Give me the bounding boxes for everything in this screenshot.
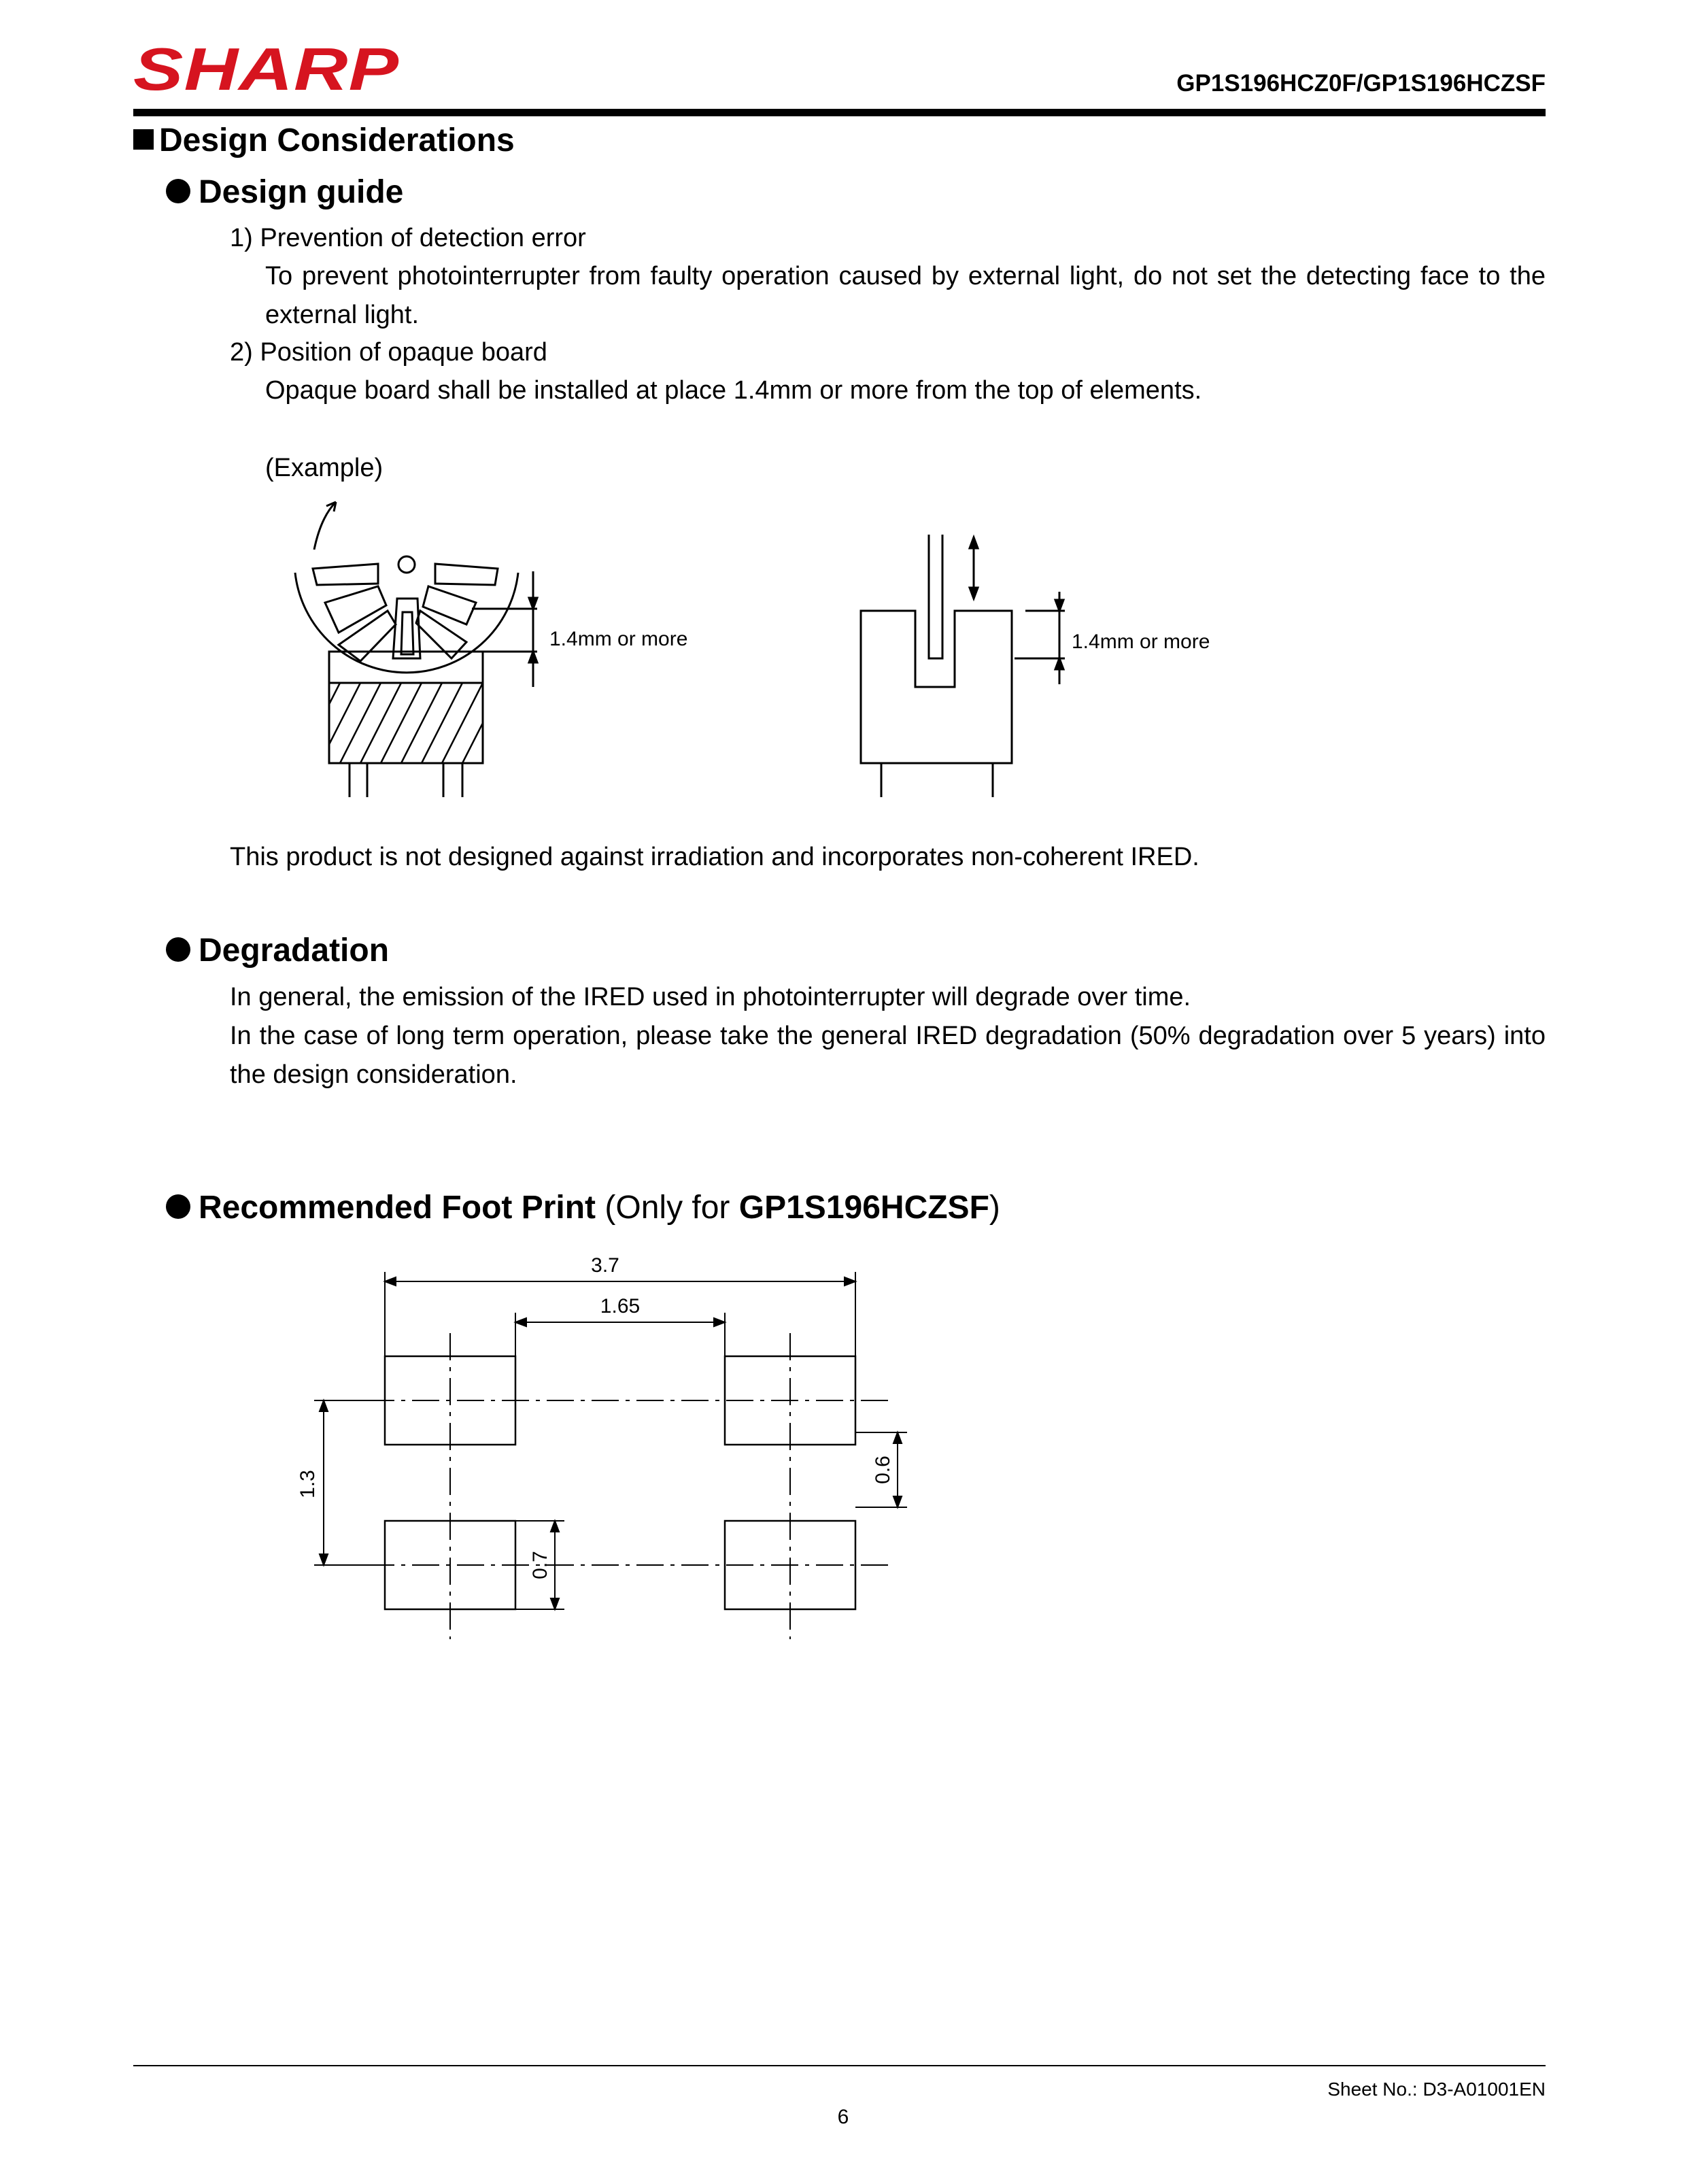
footprint-title-text: Recommended Foot Print	[199, 1190, 596, 1226]
dim-1-3: 1.3	[296, 1470, 319, 1498]
round-bullet-icon	[166, 1194, 190, 1219]
dim-1-65: 1.65	[600, 1295, 641, 1317]
part-number-header: GP1S196HCZ0F/GP1S196HCZSF	[1176, 70, 1546, 97]
dim-3-7: 3.7	[591, 1254, 619, 1277]
item1-title: 1) Prevention of detection error	[230, 224, 586, 252]
footprint-dimensions	[314, 1272, 907, 1609]
right-figure-element	[861, 535, 1065, 797]
section-title-text: Design Considerations	[159, 122, 515, 158]
footer-rule	[133, 2065, 1546, 2066]
footprint-pads	[385, 1356, 855, 1609]
page-number: 6	[837, 2106, 849, 2128]
footprint-title-suffix-pre: (Only for	[596, 1190, 739, 1226]
irradiation-note: This product is not designed against irradiation and incorporates non-coherent IRED.	[230, 843, 1199, 871]
sheet-number: Sheet No.: D3-A01001EN	[1327, 2079, 1546, 2100]
footprint-title-suffix-post: )	[989, 1190, 1000, 1226]
footprint-title	[166, 1192, 1000, 1224]
footprint-centerlines	[367, 1333, 891, 1639]
item1-text: To prevent photointerrupter from faulty operation caused by external light, do not set the detecting face to the external light.	[265, 262, 1546, 329]
degradation-line2: In the case of long term operation, please take the general IRED degradation (50% degradation over 5 years) into the design consideration.	[230, 1022, 1546, 1089]
degradation-line1: In general, the emission of the IRED used in photointerrupter will degrade over time.	[230, 983, 1191, 1011]
item2-text: Opaque board shall be installed at place 1.4mm or more from the top of elements.	[265, 376, 1202, 405]
degradation-title-text: Degradation	[199, 933, 390, 969]
item2-title: 2) Position of opaque board	[230, 338, 547, 367]
round-bullet-icon	[166, 937, 190, 962]
footprint-drawing	[0, 1238, 952, 1660]
footprint-title-part: GP1S196HCZSF	[738, 1190, 989, 1226]
left-figure-disk	[295, 502, 537, 797]
example-label: (Example)	[265, 454, 384, 482]
opaque-board-figures	[0, 0, 1687, 850]
right-fig-label: 1.4mm or more	[1072, 631, 1210, 653]
design-guide-title-text: Design guide	[199, 174, 404, 210]
degradation-title	[166, 935, 389, 967]
left-fig-label: 1.4mm or more	[549, 628, 688, 650]
dim-0-7: 0.7	[529, 1551, 551, 1579]
sharp-logo: SHARP	[133, 35, 400, 103]
dim-0-6: 0.6	[872, 1456, 894, 1484]
